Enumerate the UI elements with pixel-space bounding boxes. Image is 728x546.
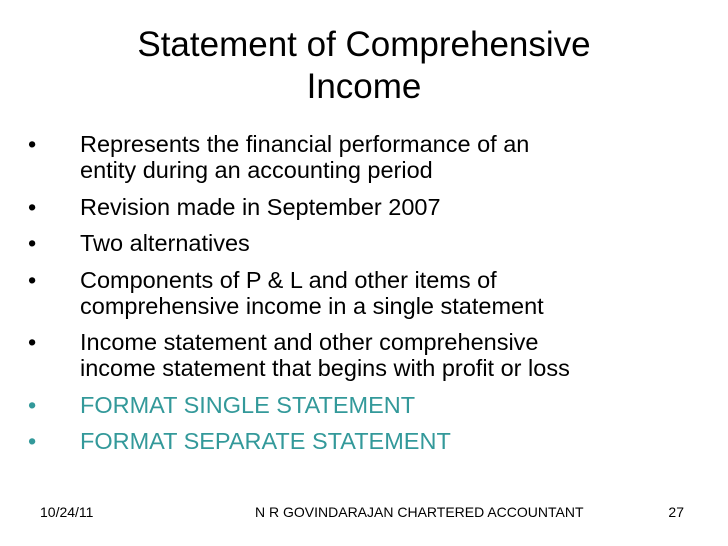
bullet-text-continued: income statement that begins with profit or loss [80,355,570,381]
slide-title-line-2: Income [306,67,422,106]
bullet-text: Income statement and other comprehensive [80,329,539,355]
bullet-dot: • [28,391,37,418]
bullet-item [28,131,718,183]
bullet-text: Revision made in September 2007 [80,193,441,220]
bullet-dot: • [28,428,37,454]
bullet-item-format-single [28,392,718,418]
slide-title [40,24,688,108]
bullet-text: FORMAT SINGLE STATEMENT [80,391,416,418]
bullet-dot: • [28,266,37,293]
bullet-item [28,267,718,319]
footer-date: 10/24/11 [40,504,94,520]
bullet-item [28,194,718,220]
slide-title-line-1: Statement of Comprehensive [137,25,591,64]
bullet-dot: • [28,131,37,157]
bullet-text: FORMAT SEPARATE STATEMENT [80,428,451,454]
bullet-item [28,329,718,381]
bullet-text-continued: comprehensive income in a single statement [80,292,544,319]
bullet-dot: • [28,193,37,220]
footer-author: N R GOVINDARAJAN CHARTERED ACCOUNTANT [255,504,584,520]
bullet-dot: • [28,329,37,355]
bullet-item [28,230,718,256]
bullet-text-continued: entity during an accounting period [80,157,433,183]
bullet-text: Components of P & L and other items of [80,266,497,293]
bullet-text: Represents the financial performance of an [80,131,530,157]
bullet-list [28,131,718,465]
bullet-dot: • [28,230,37,256]
footer-page-number: 27 [668,504,684,520]
bullet-item-format-separate [28,428,718,454]
bullet-text: Two alternatives [80,230,250,256]
